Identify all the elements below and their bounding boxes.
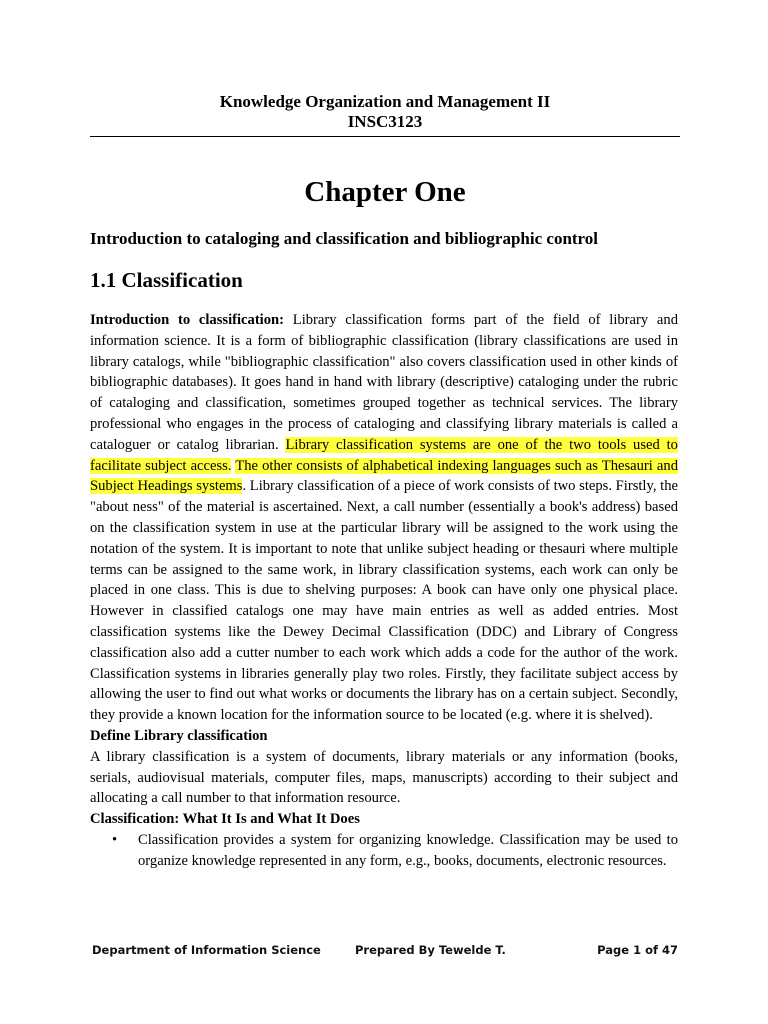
intro-lead: Introduction to classification: bbox=[90, 312, 285, 328]
header-divider bbox=[90, 136, 680, 137]
chapter-subtitle: Introduction to cataloging and classification and bibliographic control bbox=[90, 229, 599, 248]
highlighted-sentence-2: The other consists of alphabetical indexing languages such as Thesauri and Subject Headings systems bbox=[90, 457, 679, 495]
footer-page-number: Page 1 of 47 bbox=[597, 943, 678, 957]
define-heading: Define Library classification bbox=[90, 727, 268, 744]
footer-department: Department of Information Science bbox=[92, 943, 321, 957]
define-paragraph: A library classification is a system of documents, library materials or any information (books, serials, audiovisual materials, computer files, maps, manuscripts) according to their subject and allocating a call number to that information resource. bbox=[90, 748, 678, 807]
chapter-title: Chapter One bbox=[304, 176, 466, 208]
list-item: • Classification provides a system for organizing knowledge. Classification may be used to organize knowledge represented in any form, e.g., books, documents, electronic resources. bbox=[138, 830, 678, 872]
intro-text-2: . Library classification of a piece of work consists of two steps. Firstly, the "about ness" of the material is ascertained. Next, a call number (essentially a book's address) based on the classification system in use at the particular library will be assigned to the work using the notation of the system. It is important to note that unlike subject heading or thesauri where multiple terms can be assigned to the same work, in library classification systems, each work can only be placed in one class. This is due to shelving purposes: A book can have only one physical place. However in classified catalogs one may have main entries as well as added entries. Most classification systems like the Dewey Decimal Classification (DDC) and Library of Congress classification also add a cutter number to each work which adds a code for the author of the work. Classification systems in libraries generally play two roles. Firstly, they facilitate subject access by allowing the user to find out what works or documents the library has on a certain subject. Secondly, they provide a known location for the information source to be located (e.g. where it is shelved). bbox=[90, 478, 678, 724]
footer-author: Prepared By Tewelde T. bbox=[355, 943, 506, 957]
page-header bbox=[90, 92, 680, 132]
what-it-is-heading: Classification: What It Is and What It Does bbox=[90, 811, 360, 828]
highlighted-sentence-1: Library classification systems are one of the two tools used to facilitate subject access. bbox=[90, 436, 678, 474]
what-it-is-list bbox=[90, 830, 678, 872]
course-code: INSC3123 bbox=[347, 112, 423, 131]
intro-text-1: Library classification forms part of the field of library and information science. It is a form of bibliographic classification (library classifications are used in library catalogs, while "bibliographic classification" also covers classification used in other kinds of bibliographic databases). It goes hand in hand with library (descriptive) cataloging under the rubric of cataloging and classification, sometimes grouped together as technical services. The library professional who engages in the process of cataloging and classifying library materials is called a cataloguer or catalog librarian. bbox=[90, 312, 678, 453]
section-heading: 1.1 Classification bbox=[90, 268, 243, 292]
course-title: Knowledge Organization and Management II bbox=[219, 92, 551, 111]
intro-paragraph bbox=[90, 310, 678, 726]
body-text bbox=[90, 310, 678, 872]
